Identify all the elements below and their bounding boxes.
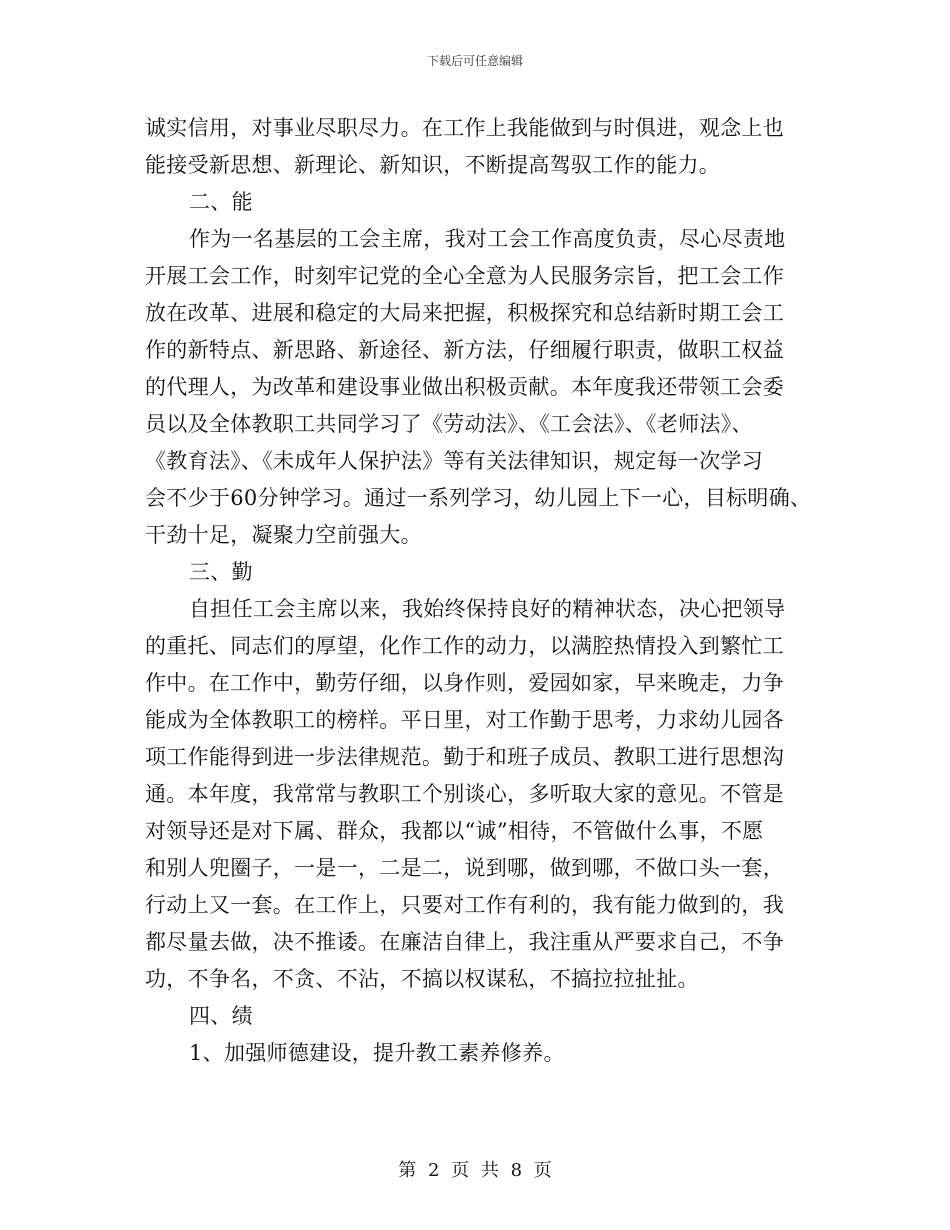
- text-line-18: 项工作能得到进一步法律规范。勤于和班子成员、教职工进行思想沟: [145, 745, 784, 769]
- text-line-14: 自担任工会主席以来，我始终保持良好的精神状态，决心把领导: [189, 597, 786, 621]
- text-line-20: 对领导还是对下属、群众，我都以“诚”相待，不管做什么事，不愿: [145, 819, 764, 843]
- page-header: 下载后可任意编辑: [426, 54, 523, 68]
- text-line-12: 干劲十足，凝聚力空前强大。: [145, 523, 422, 547]
- section-heading-neng: 二、能: [189, 190, 253, 214]
- page-footer: 第 2 页 共 8 页: [398, 1160, 552, 1181]
- text-line-4: 作为一名基层的工会主席，我对工会工作高度负责，尽心尽责地: [189, 227, 786, 251]
- text-line-17: 能成为全体教职工的榜样。平日里，对工作勤于思考，力求幼儿园各: [145, 708, 784, 732]
- body-text: [145, 110, 815, 1072]
- text-line-10: 《教育法》、《未成年人保护法》等有关法律知识，规定每一次学习: [145, 449, 763, 473]
- text-line-2: 能接受新思想、新理论、新知识，不断提高驾驭工作的能力。: [145, 153, 721, 177]
- text-line-7: 作的新特点、新思路、新途径、新方法，仔细履行职责，做职工权益: [145, 338, 784, 362]
- text-line-9: 员以及全体教职工共同学习了《劳动法》、《工会法》、《老师法》、: [145, 412, 753, 436]
- text-line-23: 都尽量去做，决不推诿。在廉洁自律上，我注重从严要求自己，不争: [145, 930, 784, 954]
- text-line-6: 放在改革、进展和稳定的大局来把握，积极探究和总结新时期工会工: [145, 301, 784, 325]
- text-line-16: 作中。在工作中，勤劳仔细，以身作则，爱园如家，早来晚走，力争: [145, 671, 784, 695]
- text-line-1: 诚实信用，对事业尽职尽力。在工作上我能做到与时俱进，观念上也: [145, 116, 784, 140]
- text-line-8: 的代理人，为改革和建设事业做出积极贡献。本年度我还带领工会委: [145, 375, 784, 399]
- text-line-22: 行动上又一套。在工作上，只要对工作有利的，我有能力做到的，我: [145, 893, 784, 917]
- text-line-26: 1、加强师德建设，提升教工素养修养。: [189, 1041, 565, 1065]
- text-line-21: 和别人兜圈子，一是一，二是二，说到哪，做到哪，不做口头一套，: [145, 856, 784, 880]
- section-heading-qin: 三、勤: [189, 560, 253, 584]
- text-line-5: 开展工会工作，时刻牢记党的全心全意为人民服务宗旨，把工会工作: [145, 264, 784, 288]
- section-heading-ji: 四、绩: [189, 1004, 253, 1028]
- text-line-15: 的重托、同志们的厚望，化作工作的动力，以满腔热情投入到繁忙工: [145, 634, 784, 658]
- text-line-11: 会不少于60分钟学习。通过一系列学习，幼儿园上下一心，目标明确、: [145, 486, 812, 510]
- text-line-24: 功，不争名，不贪、不沾，不搞以权谋私，不搞拉拉扯扯。: [145, 967, 699, 991]
- text-line-19: 通。本年度，我常常与教职工个别谈心，多听取大家的意见。不管是: [145, 782, 784, 806]
